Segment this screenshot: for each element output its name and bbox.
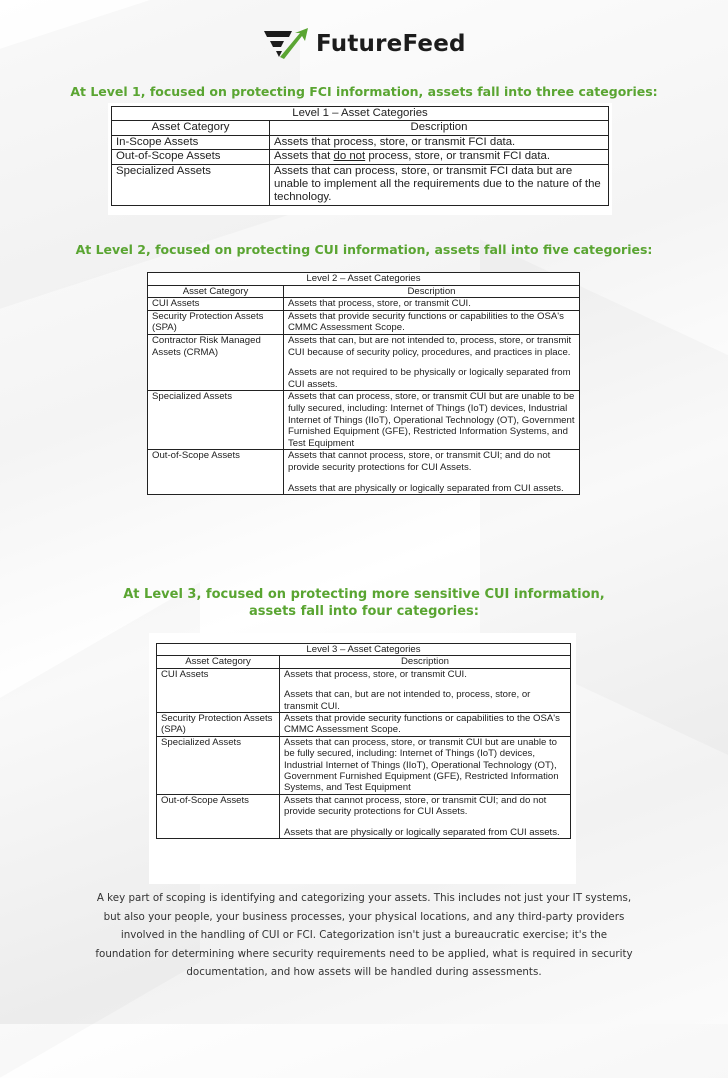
table-row (157, 736, 571, 794)
table-caption: Level 3 – Asset Categories (157, 644, 571, 656)
description-cell: Assets that provide security functions or capabilities to the OSA's CMMC Assessment Scope. (284, 310, 580, 334)
category-cell: Security Protection Assets (SPA) (157, 713, 280, 737)
description-cell: Assets that can process, store, or transmit FCI data but are unable to implement all the requirements due to the nature of the technology. (270, 164, 609, 205)
table-row (148, 334, 580, 390)
description-paragraph: Assets that can, but are not intended to, process, store, or transmit CUI because of security policy, procedures, and practices in place. (288, 334, 572, 358)
brand-name: FutureFeed (316, 31, 466, 57)
description-cell (270, 150, 609, 164)
description-cell: Assets that provide security functions or capabilities to the OSA's CMMC Assessment Scope. (280, 713, 571, 737)
table-row (148, 298, 580, 311)
category-cell: Out-of-Scope Assets (157, 794, 280, 838)
level3-heading (0, 586, 728, 620)
column-header-category: Asset Category (157, 656, 280, 668)
level3-table (156, 643, 571, 839)
description-paragraph: Assets that process, store, or transmit CUI. (284, 668, 467, 680)
table-row (112, 135, 609, 149)
description-text: process, store, or transmit FCI data. (365, 150, 551, 163)
column-header-category: Asset Category (112, 121, 270, 135)
table-row (148, 310, 580, 334)
category-cell: In-Scope Assets (112, 135, 270, 149)
brand-logo (262, 26, 466, 62)
column-header-description: Description (280, 656, 571, 668)
table-row (148, 450, 580, 495)
table-row (157, 668, 571, 712)
description-cell: Assets that can process, store, or transmit CUI but are unable to be fully secured, including: Internet of Things (IoT) devices, Industrial Internet of Things (IIoT), Operational Technology (OT), Government Furnished Equipment (GFE), Restricted Information Systems, and Test Equipment (280, 736, 571, 794)
table-row (112, 150, 609, 164)
description-paragraph: Assets that cannot process, store, or transmit CUI; and do not provide security protections for CUI Assets. (284, 794, 547, 818)
category-cell: Contractor Risk Managed Assets (CRMA) (148, 334, 284, 390)
category-cell: Specialized Assets (112, 164, 270, 205)
level1-heading: At Level 1, focused on protecting FCI information, assets fall into three categories: (70, 84, 658, 99)
category-cell: Specialized Assets (148, 391, 284, 450)
description-paragraph: Assets that are physically or logically separated from CUI assets. (284, 826, 560, 838)
underlined-text: do not (333, 150, 366, 163)
description-cell (280, 794, 571, 838)
table-row (157, 794, 571, 838)
level3-heading-line1: At Level 3, focused on protecting more sensitive CUI information, (123, 587, 605, 602)
table-caption: Level 1 – Asset Categories (112, 107, 609, 121)
column-header-description: Description (270, 121, 609, 135)
description-paragraph: Assets that are physically or logically separated from CUI assets. (288, 482, 564, 494)
category-cell: CUI Assets (148, 298, 284, 311)
level2-table (147, 272, 580, 495)
table-row (157, 713, 571, 737)
description-paragraph: Assets that cannot process, store, or transmit CUI; and do not provide security protections for CUI Assets. (288, 450, 551, 473)
table-row (148, 391, 580, 450)
scoping-paragraph: A key part of scoping is identifying and categorizing your assets. This includes not just your IT systems, but also your people, your business processes, your physical locations, and any third-party providers involved in the handling of CUI or FCI. Categorization isn't just a bureaucratic exercise; it's the foundation for determining where security requirements need to be applied, what is required in security documentation, and how assets will be handled during assessments. (95, 892, 633, 979)
description-cell: Assets that process, store, or transmit CUI. (284, 298, 580, 311)
description-paragraph: Assets are not required to be physically or logically separated from CUI assets. (288, 367, 571, 390)
description-cell: Assets that can process, store, or transmit CUI but are unable to be fully secured, including: Internet of Things (IoT) devices, Industrial Internet of Things (IIoT), Operational Technology (OT), Government Furnished Equipment (GFE), Restricted Information Systems, and Test Equipment (284, 391, 580, 450)
level3-heading-line2: assets fall into four categories: (249, 604, 479, 619)
level2-heading: At Level 2, focused on protecting CUI information, assets fall into five categories: (75, 242, 653, 257)
table-row (112, 164, 609, 205)
description-text: Assets that (274, 150, 334, 163)
column-header-category: Asset Category (148, 285, 284, 298)
category-cell: CUI Assets (157, 668, 280, 712)
description-cell (284, 450, 580, 495)
level1-table (111, 106, 609, 206)
description-cell (280, 668, 571, 712)
description-cell: Assets that process, store, or transmit FCI data. (270, 135, 609, 149)
column-header-description: Description (284, 285, 580, 298)
table-caption: Level 2 – Asset Categories (148, 273, 580, 286)
category-cell: Out-of-Scope Assets (112, 150, 270, 164)
description-cell (284, 334, 580, 390)
category-cell: Specialized Assets (157, 736, 280, 794)
category-cell: Security Protection Assets (SPA) (148, 310, 284, 334)
category-cell: Out-of-Scope Assets (148, 450, 284, 495)
description-paragraph: Assets that can, but are not intended to, process, store, or transmit CUI. (284, 689, 531, 712)
futurefeed-arrow-logo-icon (262, 27, 310, 61)
